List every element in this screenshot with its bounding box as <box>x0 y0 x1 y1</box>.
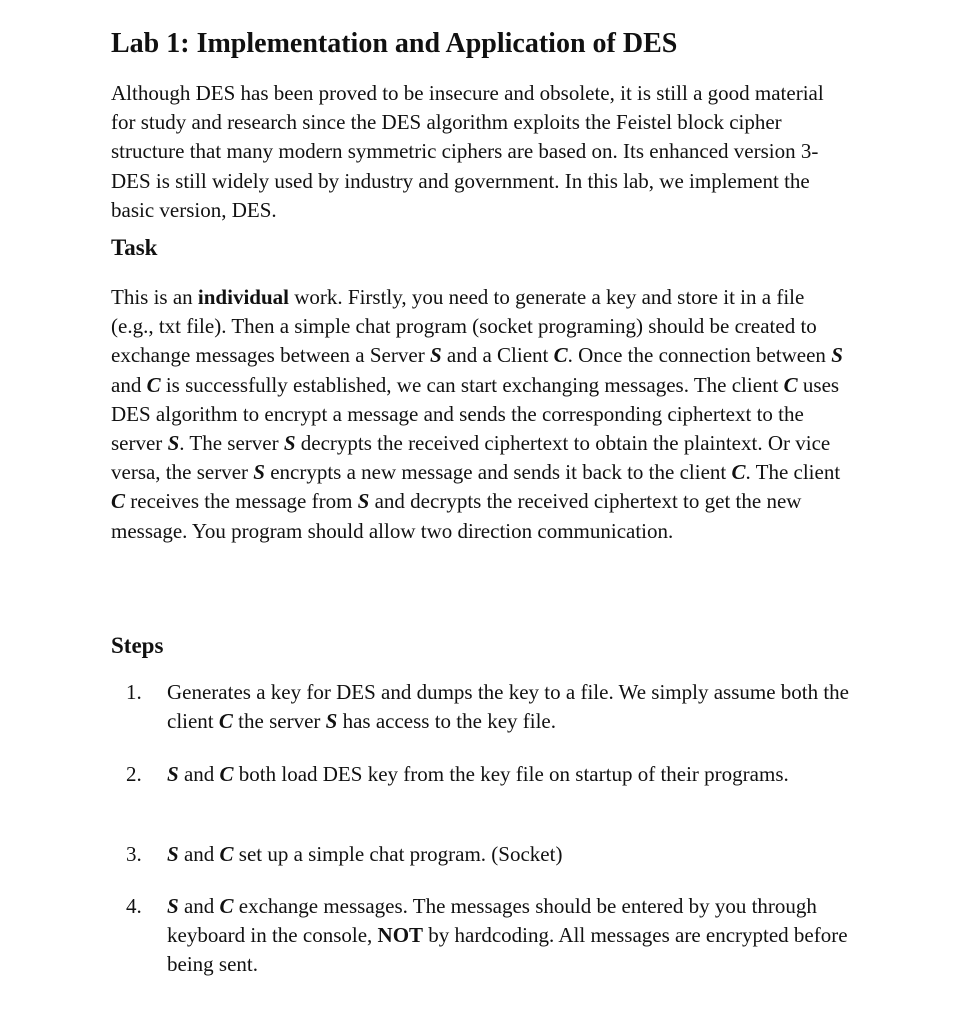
step-number: 3. <box>126 842 142 866</box>
step-text <box>167 892 856 980</box>
task-text: work. Firstly, you need to generate a key and store it in a file (e.g., txt file). Then a simple chat program (socket programing) should be created to exchange messages between a Server <box>111 285 817 368</box>
server-s-symbol: S <box>167 762 179 786</box>
step-text-run: and <box>178 842 220 866</box>
step-number: 1. <box>126 680 142 704</box>
step-text <box>167 678 856 736</box>
step-number: 2. <box>126 762 142 786</box>
step-text-run: and <box>178 762 220 786</box>
server-s-symbol: S <box>831 343 843 368</box>
client-c-symbol: C <box>111 489 126 514</box>
step-text-run: Generates a key for DES and dumps the key to a file. We simply assume both the client <box>167 680 850 734</box>
task-paragraph <box>111 283 851 546</box>
intro-paragraph: Although DES has been proved to be insecure and obsolete, it is still a good material for study and research since the DES algorithm exploits the Feistel block cipher structure that many modern symmetric ciphers are based on. Its enhanced version 3-DES is still widely used by industry and government. In this lab, we implement the basic version, DES. <box>111 81 824 222</box>
step-item <box>126 840 856 869</box>
client-c-symbol: C <box>731 460 746 485</box>
task-text: decrypts the received ciphertext to obtain the plaintext. Or vice versa, the server <box>111 431 831 485</box>
client-c-symbol: C <box>783 372 798 397</box>
server-s-symbol: S <box>253 460 265 485</box>
step-item <box>126 678 856 736</box>
task-text: . The client <box>745 460 841 485</box>
server-s-symbol: S <box>167 431 180 456</box>
task-heading: Task <box>111 235 158 260</box>
step-text-run: set up a simple chat program. (Socket) <box>233 842 563 866</box>
step-text <box>167 760 856 789</box>
server-s-symbol: S <box>283 431 296 456</box>
client-c-symbol: C <box>146 372 161 397</box>
task-text: and <box>111 372 147 397</box>
client-c-symbol: C <box>219 762 234 786</box>
step-text-run: by hardcoding. All messages are encrypted before being sent. <box>167 923 848 977</box>
emphasis-individual: individual <box>197 285 289 309</box>
task-text: receives the message from <box>125 489 358 514</box>
client-c-symbol: C <box>218 709 233 734</box>
task-text: uses DES algorithm to encrypt a message and sends the corresponding ciphertext to the server <box>111 372 840 456</box>
client-c-symbol: C <box>219 842 234 866</box>
task-text: This is an <box>111 285 198 309</box>
step-text-run: exchange messages. The messages should be entered by you through keyboard in the console, <box>167 894 817 948</box>
step-text-run: has access to the key file. <box>337 709 556 734</box>
task-text: and a Client <box>441 343 554 368</box>
server-s-symbol: S <box>357 489 370 514</box>
server-s-symbol: S <box>167 842 179 866</box>
step-text-run: both load DES key from the key file on startup of their programs. <box>233 762 789 786</box>
step-item <box>126 760 856 789</box>
steps-heading: Steps <box>111 633 164 658</box>
server-s-symbol: S <box>429 343 442 368</box>
client-c-symbol: C <box>553 343 568 368</box>
step-text <box>167 840 856 869</box>
step-text-run: and <box>178 894 220 918</box>
emphasis-not: NOT <box>377 923 424 948</box>
client-c-symbol: C <box>219 894 234 918</box>
page-title: Lab 1: Implementation and Application of DES <box>111 28 678 59</box>
task-text: . Once the connection between <box>567 343 832 368</box>
server-s-symbol: S <box>325 709 338 734</box>
task-text: . The server <box>179 431 284 456</box>
step-number: 4. <box>126 894 142 918</box>
server-s-symbol: S <box>167 894 179 918</box>
step-item <box>126 892 856 980</box>
task-text: encrypts a new message and sends it back to the client <box>264 460 732 485</box>
task-text: is successfully established, we can start exchanging messages. The client <box>160 372 784 397</box>
task-text: and decrypts the received ciphertext to get the new message. You program should allow two direction communication. <box>111 489 802 543</box>
step-text-run: the server <box>232 709 326 734</box>
